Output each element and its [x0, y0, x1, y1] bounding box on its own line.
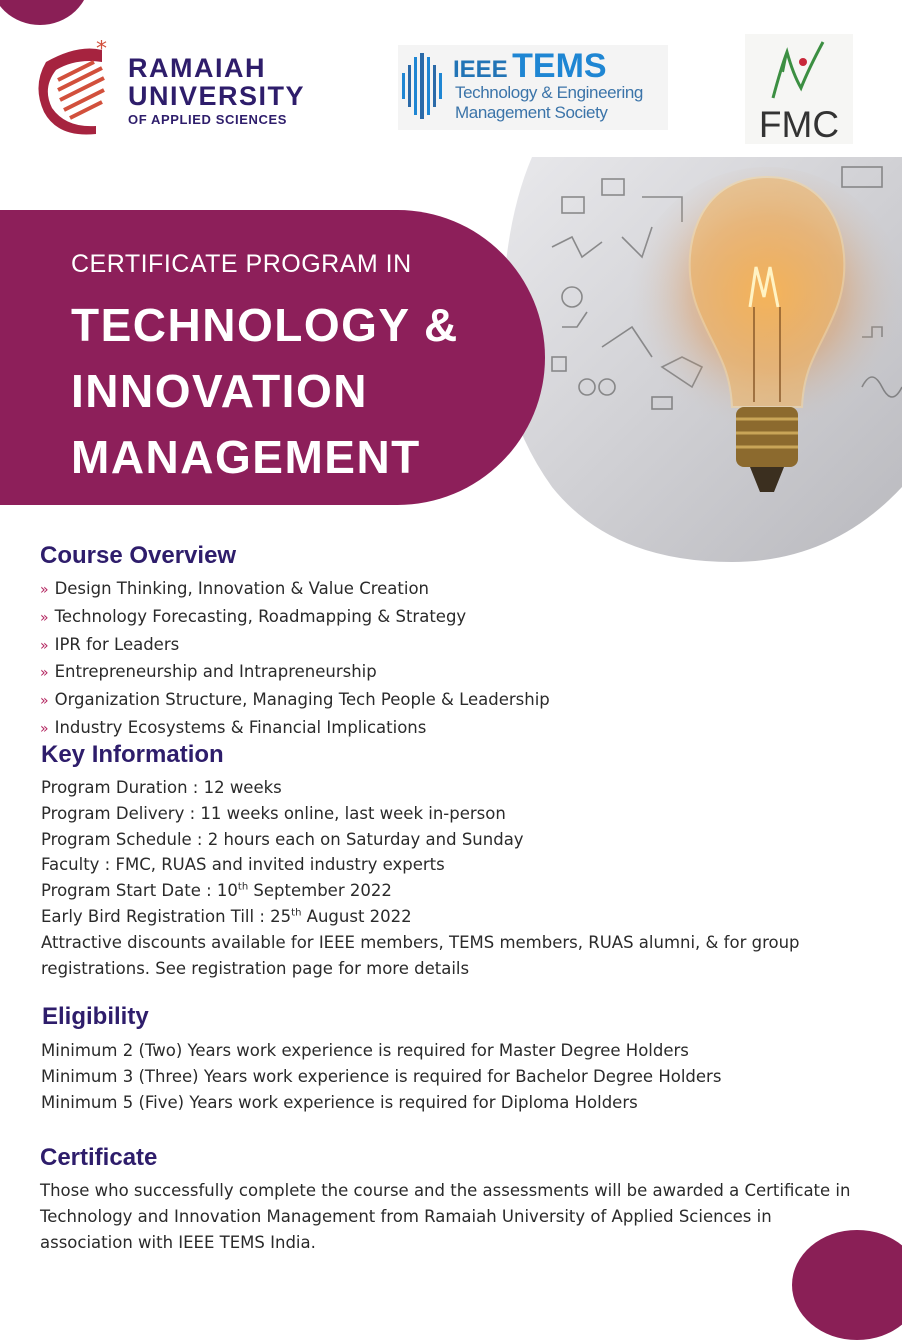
ruas-name-line3: OF APPLIED SCIENCES — [128, 112, 287, 127]
fmc-emblem-icon — [763, 38, 833, 104]
eligibility-masters: Minimum 2 (Two) Years work experience is required for Master Degree Holders — [41, 1041, 689, 1060]
list-item: » Design Thinking, Innovation & Value Creation — [40, 579, 430, 598]
svg-text:*: * — [96, 40, 107, 62]
bullet-icon: » — [40, 665, 49, 682]
hero-title-line3: MANAGEMENT — [71, 431, 421, 483]
program-faculty: Faculty : FMC, RUAS and invited industry experts — [41, 855, 445, 875]
program-start-date: Program Start Date : 10th September 2022 — [41, 881, 392, 901]
certificate-block — [40, 1178, 862, 1255]
hero-title — [71, 292, 531, 490]
program-duration: Program Duration : 12 weeks — [41, 778, 282, 797]
course-overview-heading: Course Overview — [40, 542, 237, 569]
hero-kicker: CERTIFICATE PROGRAM IN — [71, 250, 412, 278]
certificate-text-line2: Technology and Innovation Management from Ramaiah University of Applied Sciences in — [40, 1206, 772, 1226]
tems-wordmark: TEMS — [512, 47, 607, 85]
course-overview-list — [40, 576, 550, 743]
key-information-block — [41, 775, 871, 981]
discount-info-line2: registrations. See registration page for more details — [41, 958, 470, 978]
fmc-logo — [745, 34, 853, 144]
certificate-text-line3: association with IEEE TEMS India. — [40, 1232, 316, 1252]
certificate-text-line1: Those who successfully complete the course and the assessments will be awarded a Certificate in — [40, 1181, 851, 1200]
ramaiah-university-logo — [38, 40, 338, 140]
list-item: » Entrepreneurship and Intrapreneurship — [40, 662, 377, 682]
hero-title-line1: TECHNOLOGY & — [71, 299, 459, 351]
bullet-icon: » — [40, 720, 49, 737]
certificate-heading: Certificate — [40, 1144, 158, 1171]
ieee-wordmark: IEEE — [453, 56, 508, 83]
key-information-heading: Key Information — [41, 741, 224, 768]
tems-subtitle-line1: Technology & Engineering — [455, 83, 643, 102]
ieee-tems-logo — [398, 45, 668, 130]
tems-subtitle-line2: Management Society — [455, 103, 608, 122]
eligibility-heading: Eligibility — [42, 1003, 149, 1030]
light-bulb-image — [492, 157, 902, 562]
bullet-icon: » — [40, 693, 49, 710]
bullet-icon: » — [40, 582, 49, 598]
list-item: » IPR for Leaders — [40, 634, 180, 654]
bullet-icon: » — [40, 609, 49, 626]
decorative-corner-top — [0, 0, 90, 25]
early-bird-date: Early Bird Registration Till : 25th August 2022 — [41, 906, 412, 926]
list-item: » Industry Ecosystems & Financial Implications — [40, 717, 427, 737]
ramaiah-emblem-icon — [38, 40, 118, 136]
list-item: » Technology Forecasting, Roadmapping & Strategy — [40, 606, 467, 626]
ruas-name-line1: RAMAIAH — [128, 53, 266, 83]
fmc-wordmark: FMC — [758, 104, 840, 145]
discount-info-line1: Attractive discounts available for IEEE members, TEMS members, RUAS alumni, & for group — [41, 932, 800, 952]
program-schedule: Program Schedule : 2 hours each on Saturday and Sunday — [41, 829, 524, 849]
list-item: » Organization Structure, Managing Tech People & Leadership — [40, 690, 550, 710]
ieee-waveform-icon — [398, 51, 450, 121]
eligibility-diploma: Minimum 5 (Five) Years work experience is required for Diploma Holders — [41, 1092, 638, 1112]
eligibility-block — [41, 1038, 721, 1115]
bullet-icon: » — [40, 637, 49, 654]
eligibility-bachelors: Minimum 3 (Three) Years work experience is required for Bachelor Degree Holders — [41, 1066, 722, 1086]
hero-title-line2: INNOVATION — [71, 365, 368, 417]
program-delivery: Program Delivery : 11 weeks online, last week in-person — [41, 803, 506, 823]
ruas-name-line2: UNIVERSITY — [128, 81, 306, 111]
